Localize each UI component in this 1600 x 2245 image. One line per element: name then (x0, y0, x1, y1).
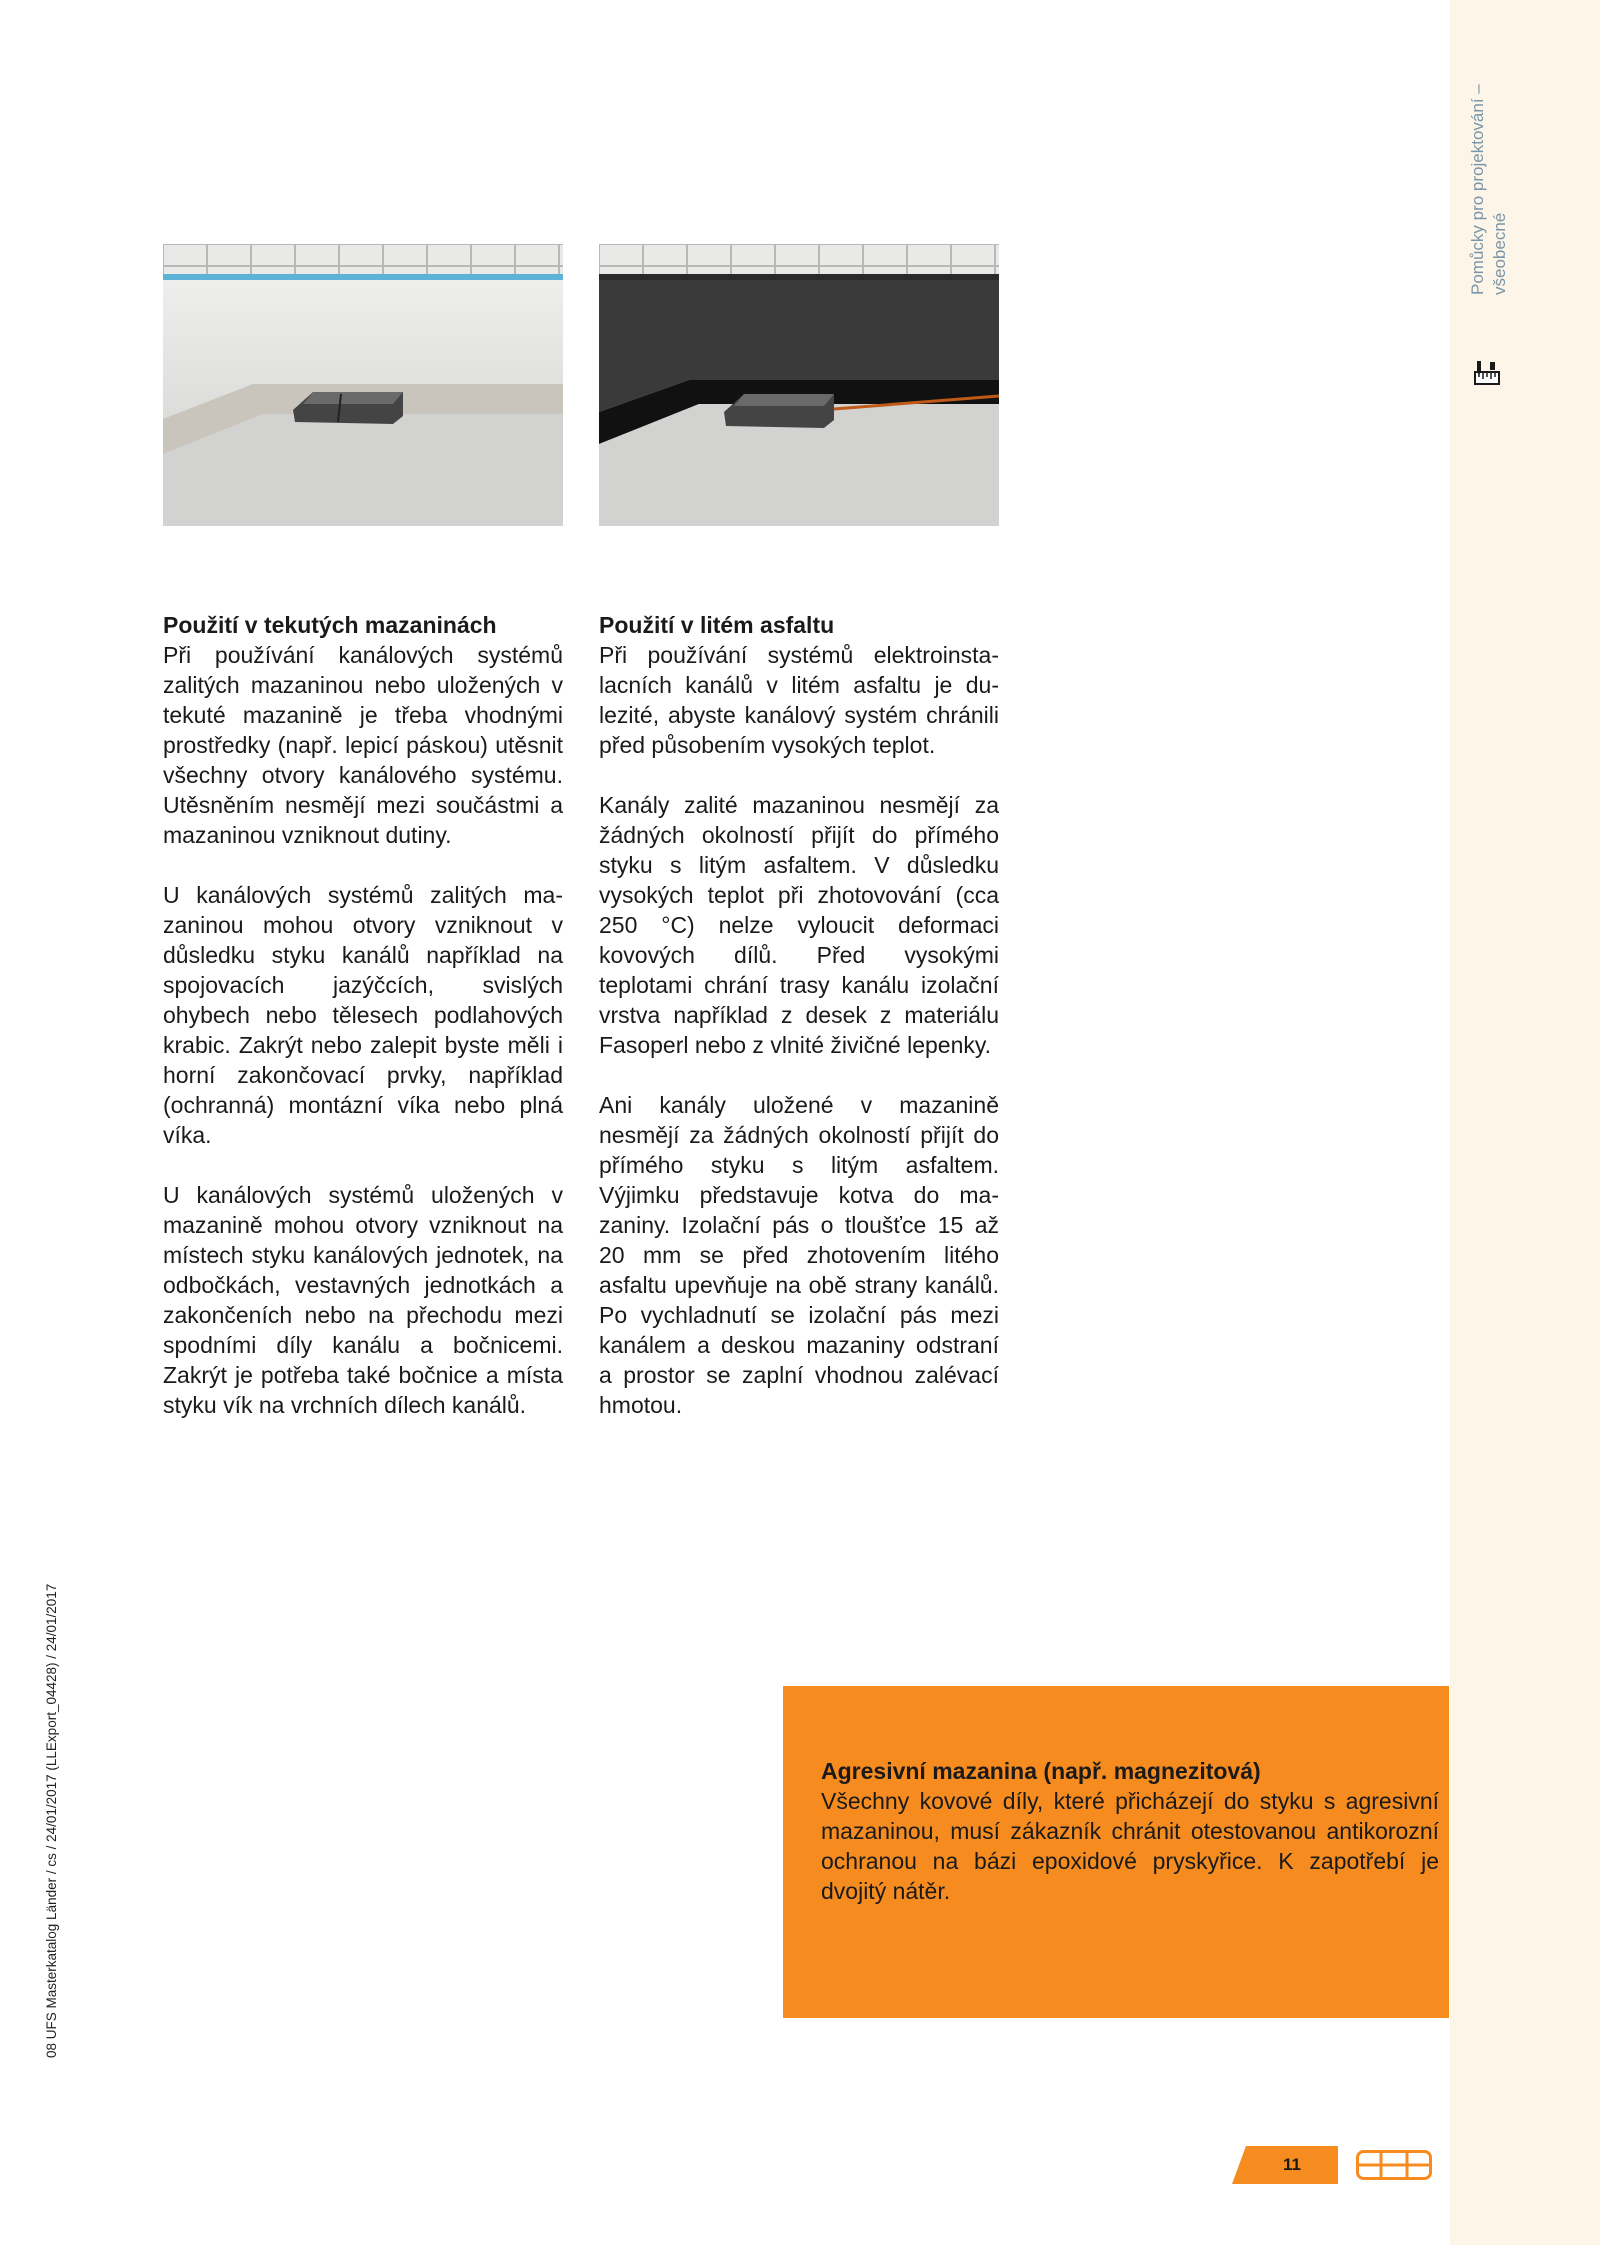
right-paragraph-2: Kanály zalité mazaninou nesmějí za žádných okolností přijít do přímého styku s litým asfaltem. V důsledku vysokých teplot při zhotovování (cca 250 °C) nelze vyloucit deformaci kovových dílů. Před vysokými teplotami chrání trasy kanálu izolační vrstva například z desek z materiálu Fasoperl nebo z vlnité živičné lepenky. (599, 792, 999, 1058)
page-number: 11 (1283, 2155, 1301, 2174)
screed-floor-photo (163, 244, 563, 526)
sidebar-strip (1450, 0, 1600, 2245)
left-paragraph-3: U kanálových systémů uložených v mazanině mohou otvory vzniknout na místech styku kanálových jednotek, na odbočkách, vestavných jednotkách a zakončeních nebo na přechodu mezi spodními díly kanálu a bočnicemi. Zakrýt je potřeba také bočnice a místa styku vík na vrchních dílech kanálů. (163, 1182, 563, 1418)
asphalt-floor-photo (599, 244, 999, 526)
section-title-line1: Pomůcky pro projektování – (1468, 84, 1487, 295)
section-title (1467, 65, 1513, 295)
right-paragraph-1: Při používání systémů elektroinstalacních kanálů v litém asfaltu je dulezité, abyste kanálový systém chránili před působením vysokých teplot. (599, 642, 999, 758)
note-box (783, 1686, 1449, 2018)
document-code: 08 UFS Masterkatalog Länder / cs / 24/01/2017 (LLExport_04428) / 24/01/2017 (44, 1583, 59, 2058)
section-title-line2: všeobecné (1490, 212, 1509, 295)
note-heading: Agresivní mazanina (např. magnezitová) (821, 1758, 1261, 1784)
note-body: Všechny kovové díly, které přicházejí do styku s agresivní mazaninou, musí zákazník chránit otestovanou antikorozní ochranou na bázi epoxidové pryskyřice. K zapotřebí je dvojitý nátěr. (821, 1788, 1439, 1904)
left-paragraph-1: Při používání kanálových systémů zalitých mazaninou nebo uložených v tekuté mazanině je třeba vhodnými prostředky (např. lepicí páskou) utěsnit všechny otvory kanálového systému. Utěsněním nesmějí mezi součástmi a mazaninou vzniknout dutiny. (163, 642, 563, 848)
right-heading: Použití v litém asfaltu (599, 612, 835, 638)
obo-logo (1356, 2150, 1432, 2180)
left-paragraph-2: U kanálových systémů zalitých mazaninou mohou otvory vzniknout v důsledku styku kanálů například na spojovacích jazýčcích, svislých ohybech nebo tělesech podlahových krabic. Zakrýt nebo zalepit byste měli i horní zakončovací prvky, například (ochranná) montázní víka nebo plná víka. (163, 882, 563, 1148)
ruler-pen-icon (1474, 360, 1500, 386)
right-paragraph-3: Ani kanály uložené v mazanině nesmějí za žádných okolností přijít do přímého styku s litým asfaltem. Výjimku představuje kotva do mazaniny. Izolační pás o tloušťce 15 až 20 mm se před zhotovením litého asfaltu upevňuje na obě strany kanálů. Po vychladnutí se izolační pás mezi kanálem a deskou mazaniny odstraní a prostor se zaplní vhodnou zalévací hmotou. (599, 1092, 999, 1418)
left-heading: Použití v tekutých mazaninách (163, 612, 497, 638)
right-text-column (599, 610, 999, 1450)
left-text-column (163, 610, 563, 1450)
